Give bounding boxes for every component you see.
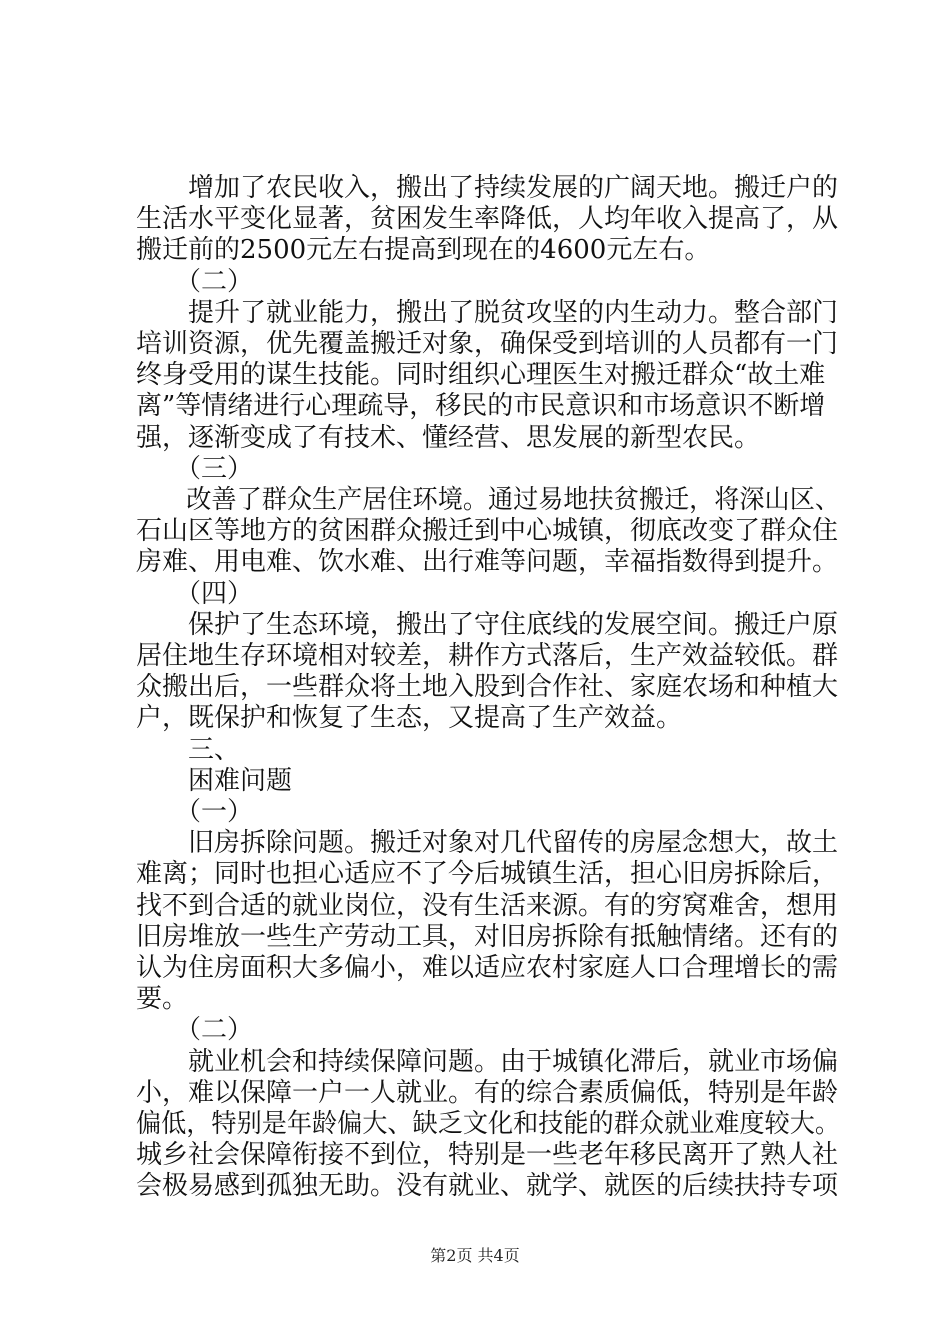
text-line: 石山区等地方的贫困群众搬迁到中心城镇，彻底改变了群众住 [136, 516, 839, 547]
text-line: 生活水平变化显著，贫困发生率降低，人均年收入提高了，从 [136, 204, 839, 235]
text-line: 改善了群众生产居住环境。通过易地扶贫搬迁，将深山区、 [136, 485, 840, 515]
text-line: （二） [136, 266, 254, 297]
text-line: 培训资源，优先覆盖搬迁对象，确保受到培训的人员都有一门 [136, 329, 839, 359]
text-line: （二） [136, 1015, 254, 1046]
text-line: 保护了生态环境，搬出了守住底线的发展空间。搬迁户原 [136, 609, 839, 640]
text-line: 城乡社会保障衔接不到位，特别是一些老年移民离开了熟人社 [136, 1140, 839, 1171]
text-line: 认为住房面积大多偏小，难以适应农村家庭人口合理增长的需 [136, 953, 839, 983]
text-line: 旧房堆放一些生产劳动工具，对旧房拆除有抵触情绪。还有的 [136, 921, 839, 952]
text-line: 搬迁前的2500元左右提高到现在的4600元左右。 [136, 235, 711, 266]
text-line: 就业机会和持续保障问题。由于城镇化滞后，就业市场偏 [136, 1046, 839, 1077]
text-line: 困难问题 [136, 765, 293, 796]
text-line: 强，逐渐变成了有技术、懂经营、思发展的新型农民。 [136, 422, 761, 453]
text-line: 小，难以保障一户一人就业。有的综合素质偏低，特别是年龄 [136, 1077, 839, 1108]
text-line: （三） [136, 453, 254, 484]
text-line: （四） [136, 578, 254, 609]
text-line: 离”等情绪进行心理疏导，移民的市民意识和市场意识不断增 [136, 391, 826, 422]
text-line: 增加了农民收入，搬出了持续发展的广阔天地。搬迁户的 [136, 173, 839, 203]
text-line: 众搬出后，一些群众将土地入股到合作社、家庭农场和种植大 [136, 672, 839, 703]
text-line: 找不到合适的就业岗位，没有生活来源。有的穷窝难舍，想用 [136, 890, 839, 921]
text-line: 偏低，特别是年龄偏大、缺乏文化和技能的群众就业难度较大。 [136, 1109, 840, 1139]
text-line: 居住地生存环境相对较差，耕作方式落后，生产效益较低。群 [136, 641, 839, 671]
text-line: 旧房拆除问题。搬迁对象对几代留传的房屋念想大，故土 [136, 828, 839, 859]
text-line: 房难、用电难、饮水难、出行难等问题，幸福指数得到提升。 [136, 547, 839, 578]
text-line: 提升了就业能力，搬出了脱贫攻坚的内生动力。整合部门 [136, 297, 839, 328]
text-line: 会极易感到孤独无助。没有就业、就学、就医的后续扶持专项 [136, 1171, 839, 1202]
text-line: （一） [136, 797, 254, 827]
text-line: 难离；同时也担心适应不了今后城镇生活，担心旧房拆除后， [136, 859, 839, 890]
text-line: 户，既保护和恢复了生态，又提高了生产效益。 [136, 703, 683, 734]
text-line: 要。 [136, 984, 189, 1015]
page-footer: 第2页 共4页 [430, 1246, 520, 1265]
text-line: 终身受用的谋生技能。同时组织心理医生对搬迁群众“故土难 [136, 360, 826, 391]
text-line: 三、 [136, 734, 241, 765]
